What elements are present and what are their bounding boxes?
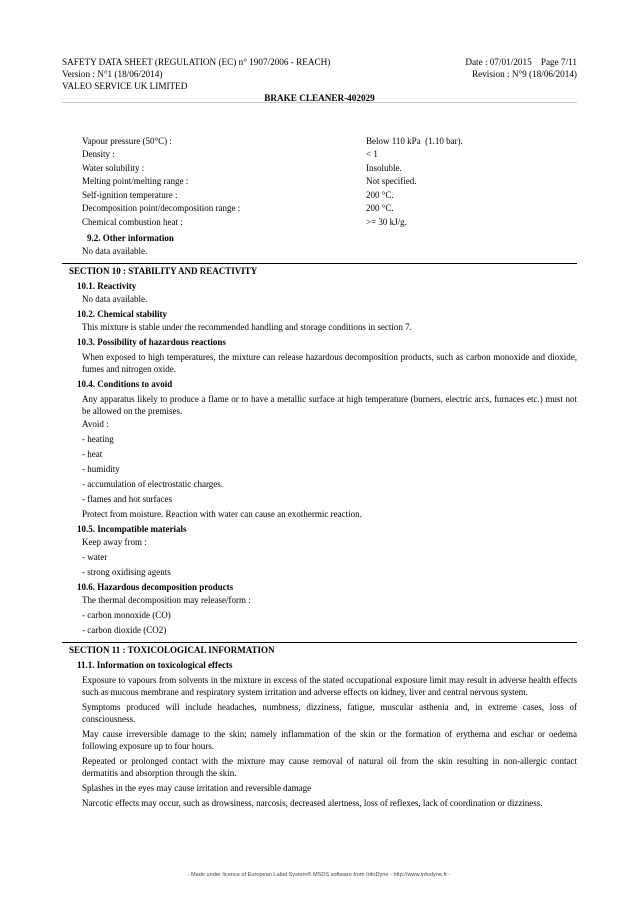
subsection-title: 10.5. Incompatible materials <box>77 523 187 534</box>
subsection-title: 9.2. Other information <box>87 232 174 243</box>
property-value: >= 30 kJ/g. <box>366 216 407 227</box>
page-footer: - Made under licence of European Label System® MSDS software from InfoDyne - http://www.infodyne.fr - <box>187 872 451 878</box>
section-10-title: SECTION 10 : STABILITY AND REACTIVITY <box>62 263 577 277</box>
date-page: Date : 07/01/2015 Page 7/11 <box>465 57 577 67</box>
list-label: Keep away from : <box>82 536 147 547</box>
company: VALEO SERVICE UK LIMITED <box>62 81 188 91</box>
list-item: - flames and hot surfaces <box>82 493 172 504</box>
property-value: 200 °C. <box>366 203 394 214</box>
property-value: Insoluble. <box>366 162 402 173</box>
paragraph: Symptoms produced will include headaches, numbness, dizziness, fatigue, muscular asthenia and, in extreme cases, loss of consciousness. <box>82 701 577 724</box>
subsection-title: 10.4. Conditions to avoid <box>77 378 173 389</box>
property-label: Water solubility : <box>82 162 145 173</box>
list-item: - water <box>82 551 108 562</box>
sheet-title: SAFETY DATA SHEET (REGULATION (EC) n° 1907/2006 - REACH) <box>62 57 331 67</box>
property-value: < 1 <box>366 149 378 160</box>
property-row <box>62 202 577 216</box>
property-row <box>62 188 577 202</box>
property-value: Below 110 kPa (1.10 bar). <box>366 135 463 146</box>
property-row <box>62 134 577 148</box>
properties-list <box>62 134 577 229</box>
subsection-text: No data available. <box>82 245 148 256</box>
property-label: Chemical combustion heat : <box>82 216 183 227</box>
page-header <box>62 56 577 104</box>
property-row <box>62 161 577 175</box>
property-label: Self-ignition temperature : <box>82 189 178 200</box>
subsection-title: 10.6. Hazardous decomposition products <box>77 581 234 592</box>
list-item: - strong oxidising agents <box>82 566 171 577</box>
product-name: BRAKE CLEANER-402029 <box>264 93 375 103</box>
subsection-text: Any apparatus likely to produce a flame or to have a metallic surface at high temperature (burners, electric arcs, furnaces etc.) must not be allowed on the premises. <box>82 393 577 416</box>
version: Version : N°1 (18/06/2014) <box>62 69 163 79</box>
property-row <box>62 175 577 189</box>
property-row <box>62 148 577 162</box>
list-label: Avoid : <box>82 418 109 429</box>
paragraph: Splashes in the eyes may cause irritation and reversible damage <box>82 782 312 793</box>
paragraph: May cause irreversible damage to the skin; namely inflammation of the skin or the formation of erythema and eschar or oedema following exposure up to four hours. <box>82 728 577 751</box>
paragraph: Exposure to vapours from solvents in the mixture in excess of the stated occupational exposure limit may result in adverse health effects such as mucous membrane and respiratory system irritation and adverse effects on kidney, liver and central nervous system. <box>82 674 577 697</box>
subsection-title: 10.3. Possibility of hazardous reactions <box>77 336 226 347</box>
header-divider <box>62 102 577 103</box>
subsection-note: Protect from moisture. Reaction with water can cause an exothermic reaction. <box>82 508 362 519</box>
revision: Revision : N°9 (18/06/2014) <box>472 69 577 79</box>
property-row <box>62 215 577 229</box>
list-item: - carbon monoxide (CO) <box>82 609 171 620</box>
section-11-title: SECTION 11 : TOXICOLOGICAL INFORMATION <box>62 642 577 656</box>
list-item: - carbon dioxide (CO2) <box>82 624 167 635</box>
list-label: The thermal decomposition may release/form : <box>82 594 251 605</box>
paragraph: Repeated or prolonged contact with the mixture may cause removal of natural oil from the skin resulting in non-allergic contact dermatitis and absorption through the skin. <box>82 755 577 778</box>
property-label: Melting point/melting range : <box>82 176 189 187</box>
list-item: - humidity <box>82 463 120 474</box>
list-item: - heat <box>82 448 103 459</box>
document-body <box>62 134 577 809</box>
property-label: Decomposition point/decomposition range : <box>82 203 241 214</box>
list-item: - heating <box>82 433 114 444</box>
subsection-title: 11.1. Information on toxicological effects <box>77 659 233 670</box>
list-item: - accumulation of electrostatic charges. <box>82 478 224 489</box>
subsection-title: 10.2. Chemical stability <box>77 308 167 319</box>
property-value: 200 °C. <box>366 189 394 200</box>
subsection-title: 10.1. Reactivity <box>77 280 137 291</box>
subsection-text: When exposed to high temperatures, the mixture can release hazardous decomposition products, such as carbon monoxide and dioxide, fumes and nitrogen oxide. <box>82 351 577 374</box>
property-label: Vapour pressure (50°C) : <box>82 135 172 146</box>
property-label: Density : <box>82 149 115 160</box>
subsection-text: This mixture is stable under the recommended handling and storage conditions in section 7. <box>82 321 412 332</box>
subsection-text: No data available. <box>82 293 148 304</box>
paragraph: Narcotic effects may occur, such as drowsiness, narcosis, decreased alertness, loss of reflexes, lack of coordination or dizziness. <box>82 797 543 808</box>
property-value: Not specified. <box>366 176 417 187</box>
